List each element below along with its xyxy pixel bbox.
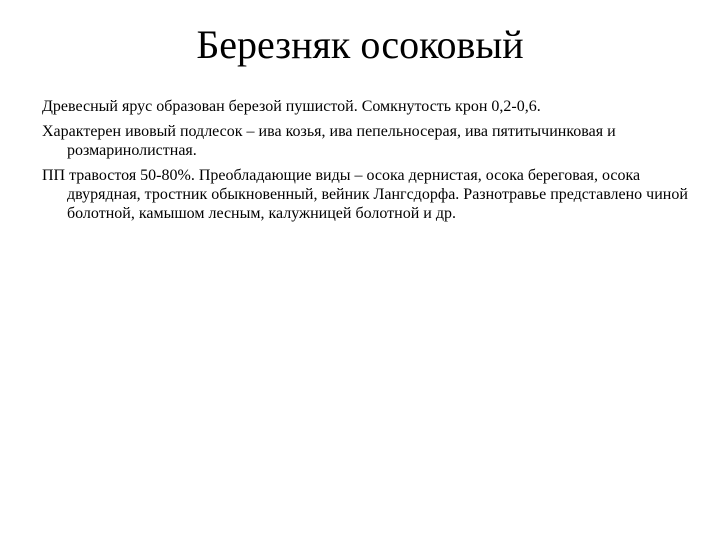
- paragraph-tree-layer: Древесный ярус образован березой пушистой. Сомкнутость крон 0,2-0,6.: [42, 98, 541, 115]
- slide-title: Березняк осоковый: [196, 22, 524, 67]
- slide-body: [42, 97, 692, 229]
- paragraph-grass-cover: ПП травостоя 50-80%. Преобладающие виды – осока дернистая, осока береговая, осока двурядная, тростник обыкновенный, вейник Лангсдорфа. Разнотравье представлено чиной болотной, камышом лесным, калужницей болотной и др.: [42, 167, 688, 222]
- paragraph-undergrowth: Характерен ивовый подлесок – ива козья, ива пепельносерая, ива пятитычинковая и розмаринолистная.: [42, 123, 616, 159]
